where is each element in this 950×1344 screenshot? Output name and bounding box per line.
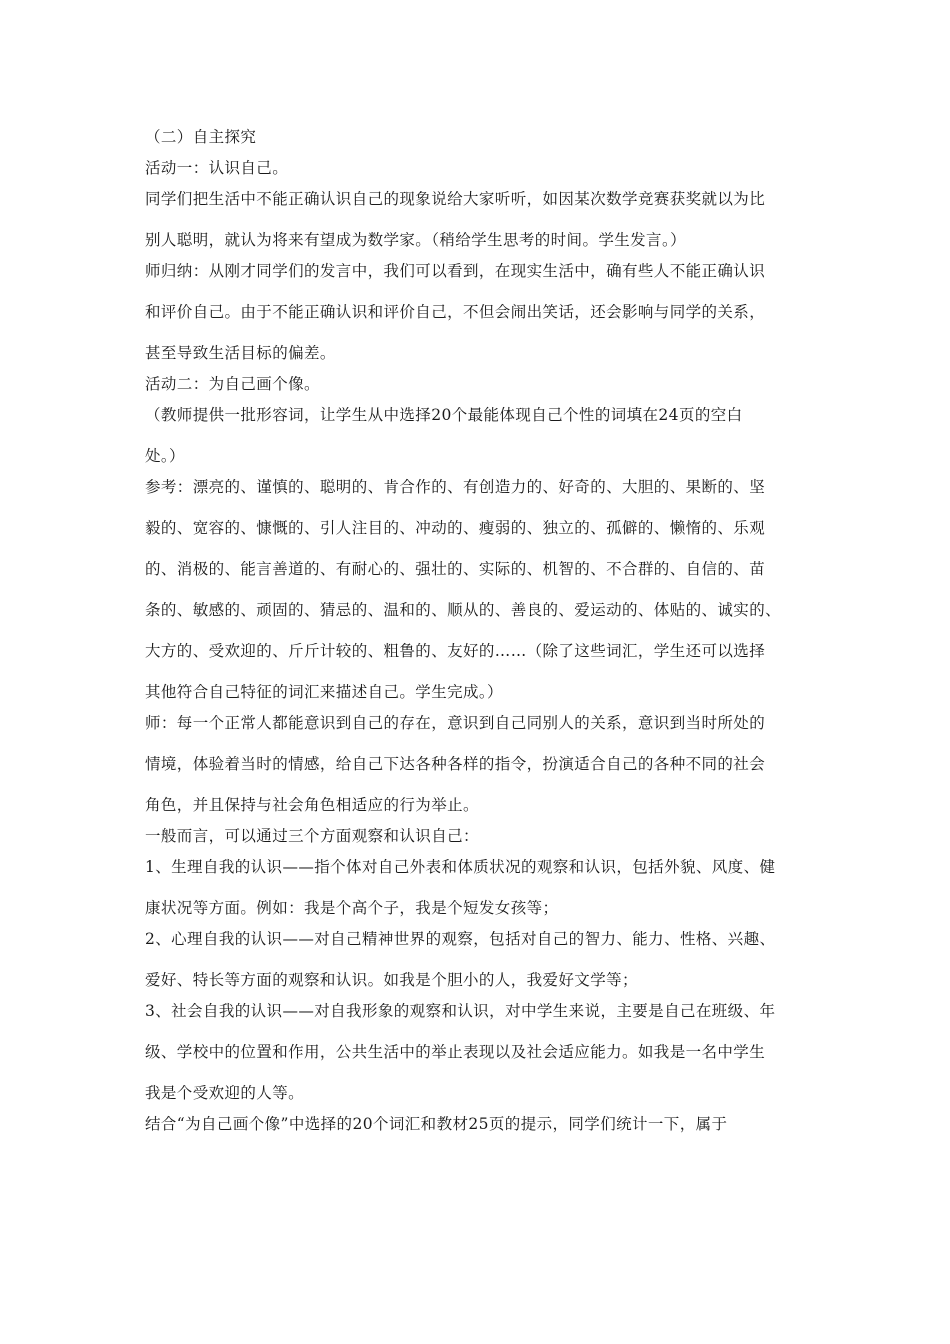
text-line: 角色，并且保持与社会角色相适应的行为举止。	[145, 796, 479, 814]
text-line: 别人聪明，就认为将来有望成为数学家。（稍给学生思考的时间。学生发言。）	[145, 231, 687, 249]
text-line: 的、消极的、能言善道的、有耐心的、强壮的、实际的、机智的、不合群的、自信的、苗	[145, 560, 766, 578]
text-line: 结合“为自己画个像”中选择的20个词汇和教材25页的提示，同学们统计一下，属于	[145, 1115, 728, 1133]
text-line: 甚至导致生活目标的偏差。	[145, 344, 336, 362]
text-line: 大方的、受欢迎的、斤斤计较的、粗鲁的、友好的……（除了这些词汇，学生还可以选择	[145, 642, 766, 660]
text-line: 师归纳：从刚才同学们的发言中，我们可以看到，在现实生活中，确有些人不能正确认识	[145, 262, 766, 280]
text-line: 和评价自己。由于不能正确认识和评价自己，不但会闹出笑话，还会影响与同学的关系，	[145, 303, 766, 321]
text-line: 其他符合自己特征的词汇来描述自己。学生完成。）	[145, 683, 503, 701]
text-line: 3、社会自我的认识——对自我形象的观察和认识，对中学生来说，主要是自己在班级、年	[145, 1002, 776, 1020]
document-body	[145, 122, 815, 1140]
text-line: 活动一：认识自己。	[145, 159, 289, 177]
text-line: 参考：漂亮的、谨慎的、聪明的、肯合作的、有创造力的、好奇的、大胆的、果断的、坚	[145, 478, 766, 496]
text-line: 师：每一个正常人都能意识到自己的存在，意识到自己同别人的关系，意识到当时所处的	[145, 714, 766, 732]
text-line: 情境，体验着当时的情感，给自己下达各种各样的指令，扮演适合自己的各种不同的社会	[145, 755, 766, 773]
text-line: 一般而言，可以通过三个方面观察和认识自己：	[145, 827, 479, 845]
text-line: （二）自主探究	[145, 128, 257, 146]
text-line: 2、心理自我的认识——对自己精神世界的观察，包括对自己的智力、能力、性格、兴趣、	[145, 930, 776, 948]
text-line: 毅的、宽容的、慷慨的、引人注目的、冲动的、瘦弱的、独立的、孤僻的、懒惰的、乐观	[145, 519, 766, 537]
text-line: 康状况等方面。例如：我是个高个子，我是个短发女孩等；	[145, 899, 559, 917]
text-line: 条的、敏感的、顽固的、猜忌的、温和的、顺从的、善良的、爱运动的、体贴的、诚实的、	[145, 601, 782, 619]
text-line: 活动二：为自己画个像。	[145, 375, 320, 393]
text-line: 1、生理自我的认识——指个体对自己外表和体质状况的观察和认识，包括外貌、风度、健	[145, 858, 776, 876]
text-line: 爱好、特长等方面的观察和认识。如我是个胆小的人，我爱好文学等；	[145, 971, 638, 989]
text-line: 级、学校中的位置和作用，公共生活中的举止表现以及社会适应能力。如我是一名中学生	[145, 1043, 766, 1061]
text-line: 同学们把生活中不能正确认识自己的现象说给大家听听，如因某次数学竞赛获奖就以为比	[145, 190, 766, 208]
text-line: （教师提供一批形容词，让学生从中选择20个最能体现自己个性的词填在24页的空白	[145, 406, 743, 424]
text-line: 处。）	[145, 447, 185, 465]
text-line: 我是个受欢迎的人等。	[145, 1084, 305, 1102]
